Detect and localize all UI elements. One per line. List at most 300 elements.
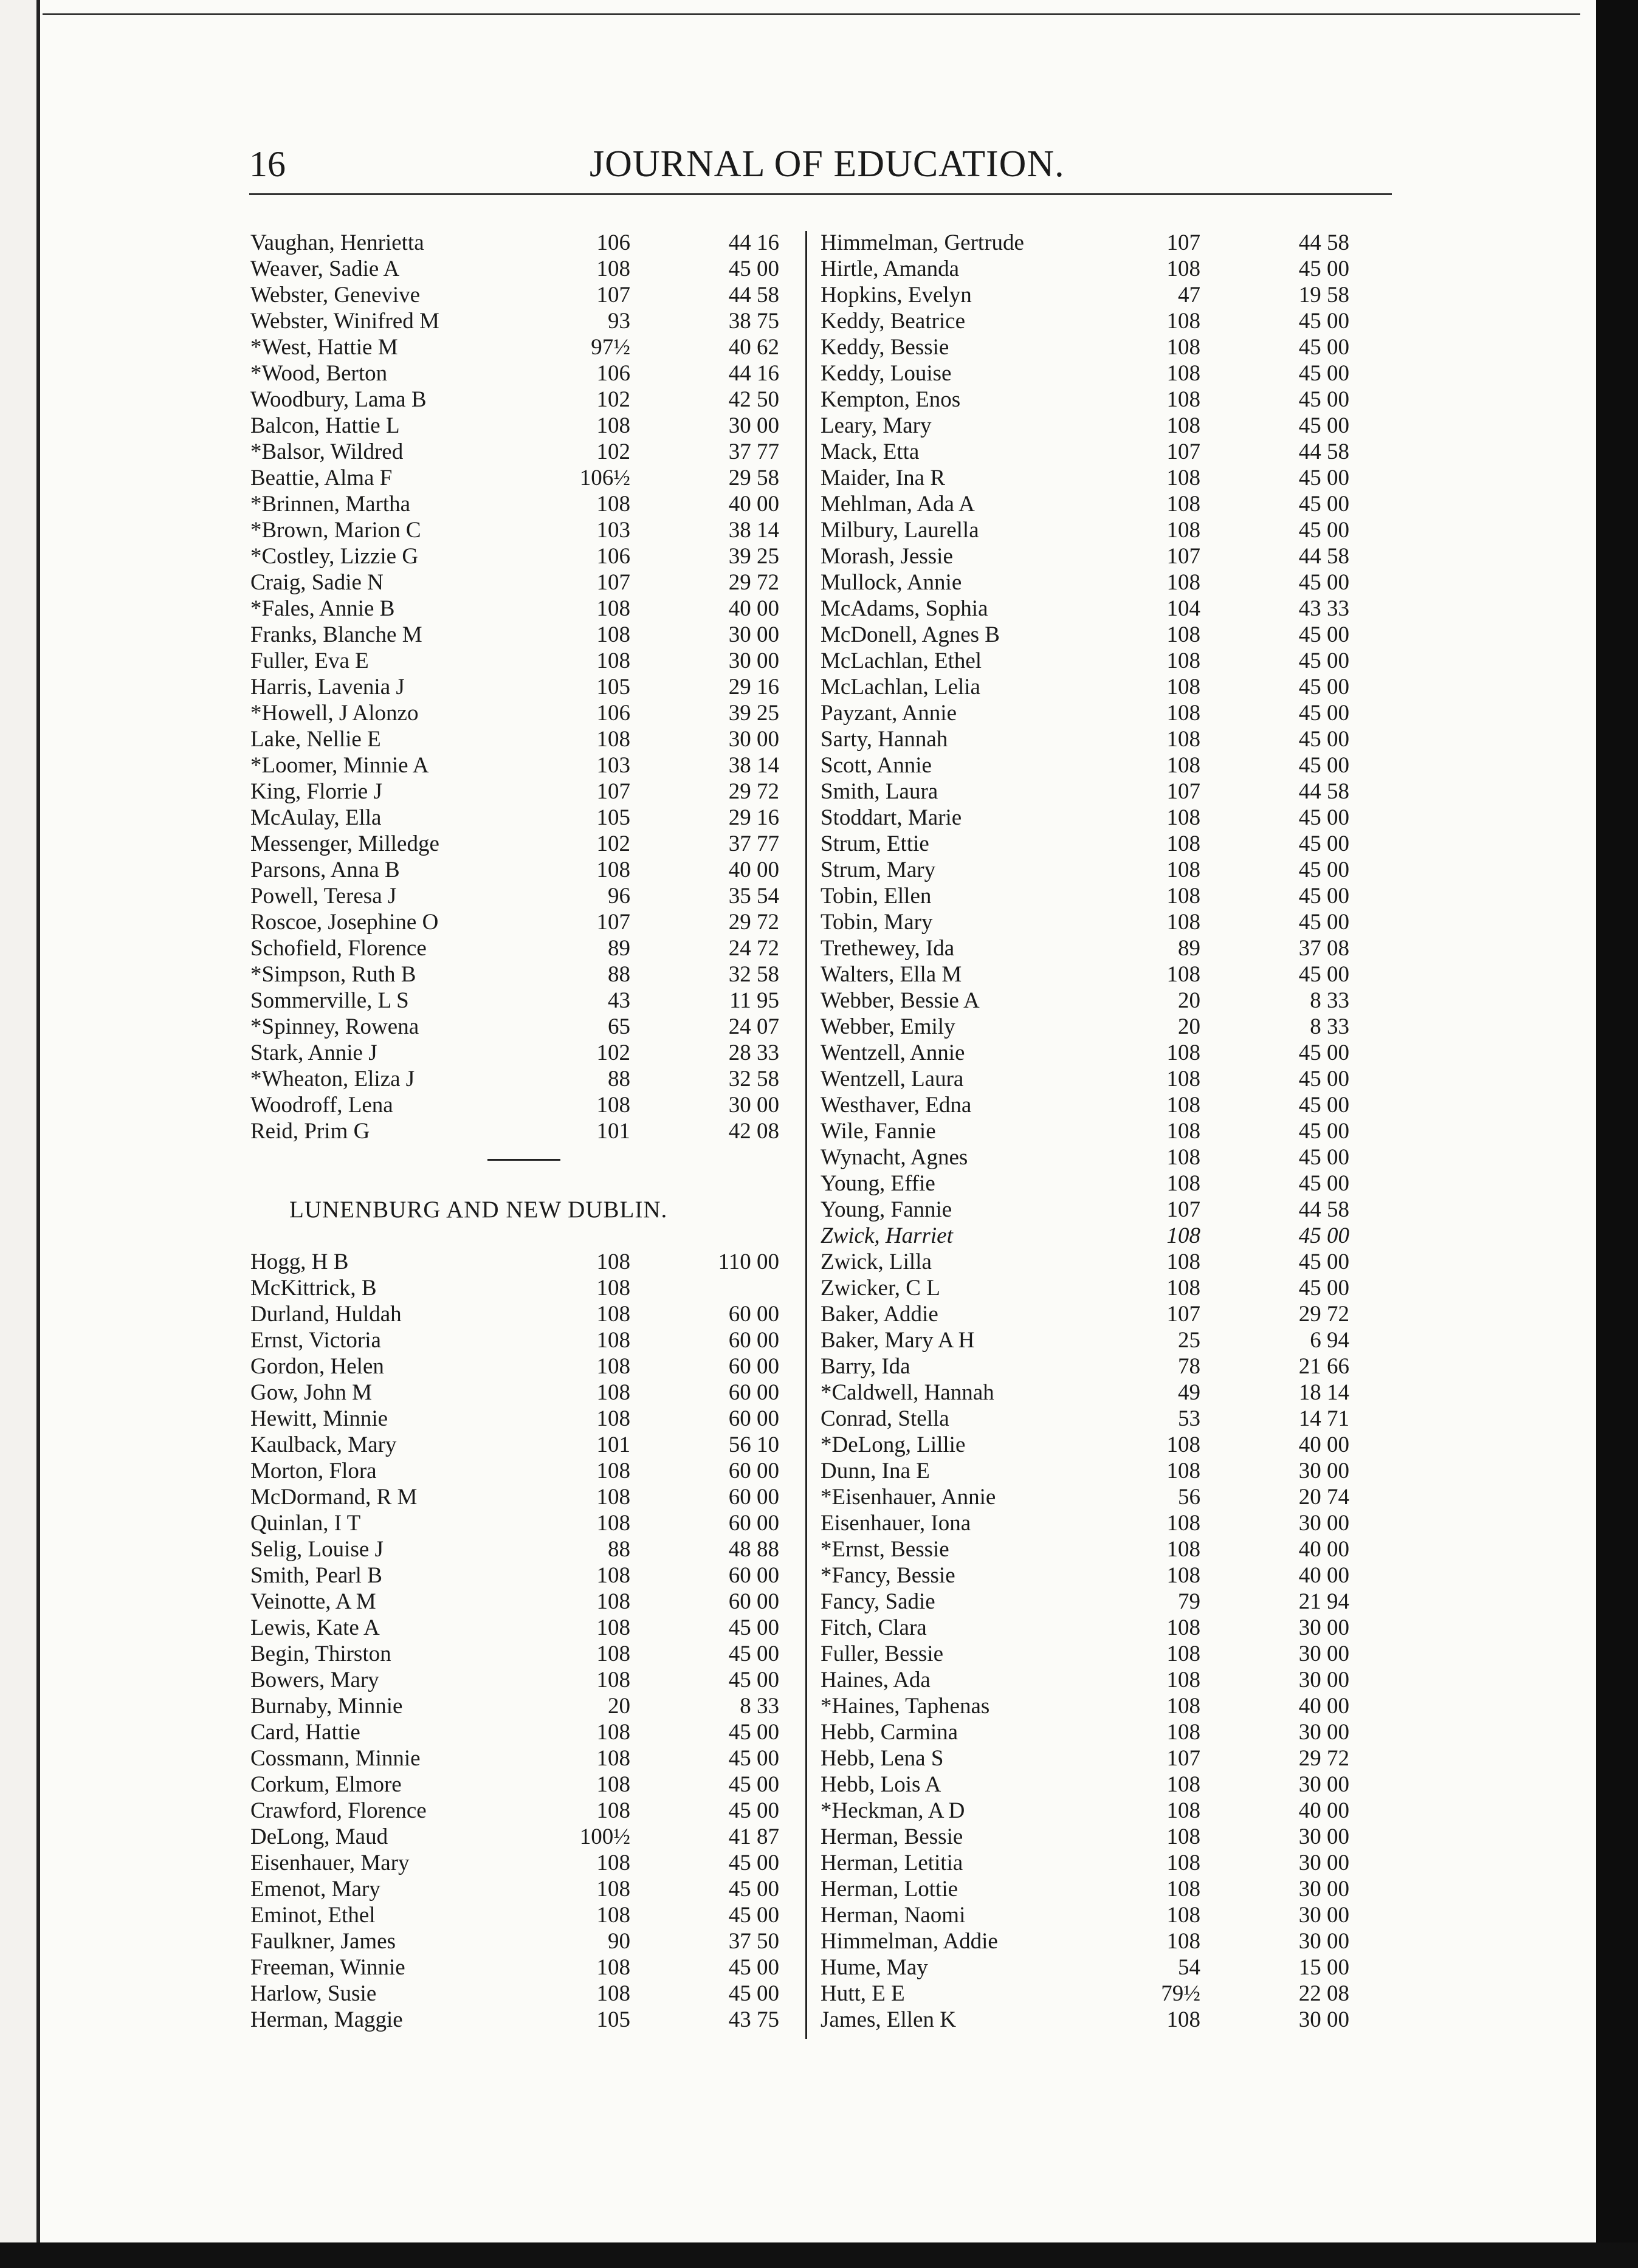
entry-name: Roscoe, Josephine O <box>250 910 439 935</box>
entry-name: Strum, Mary <box>821 857 936 882</box>
entry-name: Fitch, Clara <box>821 1615 927 1640</box>
entry-days: 108 <box>596 1485 630 1510</box>
table-row <box>250 1040 785 1066</box>
page-bottom-edge <box>0 2242 1638 2268</box>
entry-days: 108 <box>1166 413 1200 438</box>
entry-days: 108 <box>1166 570 1200 595</box>
entry-days: 108 <box>596 1093 630 1118</box>
table-row <box>250 230 785 256</box>
entry-days: 101 <box>596 1432 630 1457</box>
entry-amount: 19 58 <box>1298 283 1349 308</box>
entry-amount: 45 00 <box>1298 1119 1349 1144</box>
entry-name: Young, Effie <box>821 1171 935 1196</box>
entry-days: 108 <box>1166 1641 1200 1666</box>
entry-amount: 30 00 <box>1298 1641 1349 1666</box>
table-row <box>821 1484 1355 1510</box>
entry-amount: 30 00 <box>1298 1877 1349 1902</box>
entry-name: Fancy, Sadie <box>821 1589 935 1614</box>
entry-name: *Brinnen, Martha <box>250 492 411 517</box>
entry-name: Young, Fannie <box>821 1197 952 1222</box>
entry-amount: 40 00 <box>728 857 779 882</box>
table-row <box>250 648 785 674</box>
entry-amount: 45 00 <box>1298 466 1349 490</box>
table-row <box>821 1667 1355 1693</box>
entry-days: 89 <box>1178 936 1200 961</box>
table-row <box>821 1301 1355 1327</box>
entry-amount: 45 00 <box>1298 1171 1349 1196</box>
entry-days: 108 <box>1166 256 1200 281</box>
entry-name: Stoddart, Marie <box>821 805 962 830</box>
table-row <box>250 1406 785 1432</box>
entry-days: 108 <box>1166 1223 1200 1248</box>
entry-amount: 38 14 <box>728 753 779 778</box>
entry-days: 108 <box>596 1877 630 1902</box>
table-row <box>821 961 1355 988</box>
entry-days: 49 <box>1178 1380 1200 1405</box>
entry-days: 108 <box>1166 1877 1200 1902</box>
entry-amount: 30 00 <box>1298 1824 1349 1849</box>
entry-name: Himmelman, Addie <box>821 1929 998 1954</box>
entry-amount: 60 00 <box>728 1406 779 1431</box>
table-row <box>250 569 785 596</box>
entry-days: 107 <box>596 283 630 308</box>
table-row <box>821 1850 1355 1876</box>
entry-days: 108 <box>596 1981 630 2006</box>
table-row <box>250 778 785 805</box>
entry-amount: 44 58 <box>1298 230 1349 255</box>
entry-amount: 45 00 <box>1298 387 1349 412</box>
entry-name: Haines, Ada <box>821 1668 931 1692</box>
entry-amount: 20 74 <box>1298 1485 1349 1510</box>
entry-name: Barry, Ida <box>821 1354 910 1379</box>
entry-amount: 32 58 <box>728 962 779 987</box>
entry-amount: 30 00 <box>728 648 779 673</box>
entry-days: 108 <box>596 1511 630 1536</box>
entry-days: 108 <box>1166 831 1200 856</box>
top-border-rule <box>43 13 1580 15</box>
entry-amount: 45 00 <box>728 1615 779 1640</box>
entry-amount: 28 33 <box>728 1040 779 1065</box>
entry-name: *Heckman, A D <box>821 1798 965 1823</box>
entry-name: *West, Hattie M <box>250 335 398 360</box>
entry-days: 108 <box>1166 805 1200 830</box>
entry-days: 108 <box>1166 727 1200 752</box>
entry-amount: 30 00 <box>1298 1850 1349 1875</box>
entry-name: Smith, Laura <box>821 779 938 804</box>
entry-name: Kempton, Enos <box>821 387 961 412</box>
entry-amount: 40 00 <box>728 596 779 621</box>
entry-amount: 45 00 <box>1298 1276 1349 1301</box>
entry-days: 108 <box>1166 1171 1200 1196</box>
table-row <box>821 413 1355 439</box>
entry-name: Zwicker, C L <box>821 1276 940 1301</box>
entry-days: 108 <box>596 1668 630 1692</box>
table-row <box>250 1615 785 1641</box>
table-row <box>250 465 785 491</box>
entry-name: Woodroff, Lena <box>250 1093 393 1118</box>
entry-amount: 35 54 <box>728 884 779 909</box>
entry-days: 108 <box>1166 962 1200 987</box>
entry-amount: 45 00 <box>728 1955 779 1980</box>
entry-name: Keddy, Louise <box>821 361 952 386</box>
entry-amount: 8 33 <box>1310 988 1349 1013</box>
entry-days: 108 <box>596 1563 630 1588</box>
table-row <box>250 1902 785 1928</box>
entry-days: 108 <box>596 1903 630 1928</box>
table-row <box>821 308 1355 334</box>
table-row <box>821 1144 1355 1170</box>
entry-amount: 32 58 <box>728 1067 779 1091</box>
entry-days: 108 <box>1166 1668 1200 1692</box>
entry-name: Baker, Mary A H <box>821 1328 975 1353</box>
entry-days: 108 <box>1166 1772 1200 1797</box>
entry-days: 108 <box>596 1406 630 1431</box>
entry-days: 108 <box>1166 492 1200 517</box>
entry-amount: 45 00 <box>1298 1067 1349 1091</box>
entry-days: 107 <box>1166 1746 1200 1771</box>
entry-amount: 45 00 <box>1298 492 1349 517</box>
entry-name: Gow, John M <box>250 1380 373 1405</box>
entry-amount: 30 00 <box>1298 1615 1349 1640</box>
table-row <box>821 648 1355 674</box>
entry-amount: 60 00 <box>728 1380 779 1405</box>
entry-name: Harlow, Susie <box>250 1981 377 2006</box>
entry-name: Leary, Mary <box>821 413 932 438</box>
entry-amount: 45 00 <box>1298 831 1349 856</box>
column-divider <box>805 231 807 2039</box>
entry-days: 107 <box>596 570 630 595</box>
entry-name: *Fancy, Bessie <box>821 1563 955 1588</box>
entry-name: Veinotte, A M <box>250 1589 376 1614</box>
entry-name: *Simpson, Ruth B <box>250 962 416 987</box>
table-row <box>821 1510 1355 1536</box>
entry-amount: 45 00 <box>1298 1223 1349 1248</box>
entry-days: 108 <box>596 1615 630 1640</box>
table-row <box>821 465 1355 491</box>
entry-days: 102 <box>596 831 630 856</box>
table-row <box>250 439 785 465</box>
entry-amount: 45 00 <box>728 1720 779 1745</box>
entry-days: 108 <box>596 492 630 517</box>
entry-days: 108 <box>1166 1929 1200 1954</box>
entry-amount: 30 00 <box>728 1093 779 1118</box>
entry-name: *Fales, Annie B <box>250 596 395 621</box>
entry-amount: 30 00 <box>1298 1903 1349 1928</box>
page-edge-shadow <box>1589 0 1638 2268</box>
table-row <box>821 752 1355 778</box>
left-column <box>250 230 785 2033</box>
table-row <box>821 569 1355 596</box>
entry-days: 108 <box>1166 1067 1200 1091</box>
table-row <box>250 1092 785 1118</box>
entry-amount: 40 00 <box>728 492 779 517</box>
table-row <box>250 1745 785 1771</box>
entry-name: Morton, Flora <box>250 1459 377 1483</box>
entry-name: Craig, Sadie N <box>250 570 384 595</box>
entry-days: 108 <box>1166 1850 1200 1875</box>
table-row <box>821 2007 1355 2033</box>
entry-days: 108 <box>596 1276 630 1301</box>
table-row <box>821 1118 1355 1144</box>
entry-days: 108 <box>596 1772 630 1797</box>
entry-days: 108 <box>1166 1537 1200 1562</box>
entry-name: Himmelman, Gertrude <box>821 230 1024 255</box>
entry-amount: 45 00 <box>728 1668 779 1692</box>
entry-days: 25 <box>1178 1328 1200 1353</box>
entry-amount: 37 50 <box>728 1929 779 1954</box>
entry-name: Eisenhauer, Iona <box>821 1511 971 1536</box>
entry-amount: 21 66 <box>1298 1354 1349 1379</box>
entry-amount: 22 08 <box>1298 1981 1349 2006</box>
table-row <box>821 1014 1355 1040</box>
entry-amount: 37 08 <box>1298 936 1349 961</box>
entry-amount: 45 00 <box>1298 675 1349 699</box>
entry-name: Herman, Maggie <box>250 2007 403 2032</box>
entry-amount: 60 00 <box>728 1589 779 1614</box>
entry-days: 54 <box>1178 1955 1200 1980</box>
entry-days: 108 <box>596 622 630 647</box>
entry-days: 90 <box>608 1929 630 1954</box>
table-row <box>821 726 1355 752</box>
table-row <box>250 1824 785 1850</box>
entry-amount: 44 58 <box>1298 1197 1349 1222</box>
entry-name: Messenger, Milledge <box>250 831 439 856</box>
entry-days: 108 <box>596 1354 630 1379</box>
entry-days: 107 <box>1166 1302 1200 1327</box>
entry-amount: 24 07 <box>728 1014 779 1039</box>
entry-name: *Spinney, Rowena <box>250 1014 419 1039</box>
entry-days: 107 <box>1166 439 1200 464</box>
table-row <box>821 1092 1355 1118</box>
table-row <box>821 622 1355 648</box>
section-separator <box>250 1144 785 1197</box>
table-row <box>821 230 1355 256</box>
entry-name: Eminot, Ethel <box>250 1903 376 1928</box>
entry-name: Powell, Teresa J <box>250 884 397 909</box>
entry-days: 108 <box>1166 335 1200 360</box>
entry-amount: 44 58 <box>1298 779 1349 804</box>
entry-name: *Caldwell, Hannah <box>821 1380 994 1405</box>
entry-days: 105 <box>596 805 630 830</box>
entry-name: Lewis, Kate A <box>250 1615 380 1640</box>
table-row <box>821 1745 1355 1771</box>
entry-amount: 14 71 <box>1298 1406 1349 1431</box>
entry-amount: 8 33 <box>1310 1014 1349 1039</box>
table-row <box>250 1014 785 1040</box>
entry-amount: 45 00 <box>1298 1145 1349 1170</box>
entry-days: 106 <box>596 701 630 726</box>
entry-amount: 30 00 <box>1298 1720 1349 1745</box>
entry-amount: 45 00 <box>1298 518 1349 543</box>
entry-name: Milbury, Laurella <box>821 518 979 543</box>
table-row <box>250 1249 785 1275</box>
table-row <box>821 256 1355 282</box>
entry-days: 103 <box>596 753 630 778</box>
entry-name: *Brown, Marion C <box>250 518 421 543</box>
entry-days: 106 <box>596 230 630 255</box>
entry-amount: 40 00 <box>1298 1537 1349 1562</box>
entry-name: Trethewey, Ida <box>821 936 955 961</box>
table-row <box>250 1981 785 2007</box>
entry-name: *Loomer, Minnie A <box>250 753 429 778</box>
entry-days: 108 <box>1166 466 1200 490</box>
entry-name: Hebb, Carmina <box>821 1720 958 1745</box>
table-row <box>250 1484 785 1510</box>
table-row <box>250 1353 785 1380</box>
table-row <box>821 1223 1355 1249</box>
entry-days: 108 <box>1166 1276 1200 1301</box>
entry-amount: 45 00 <box>728 1877 779 1902</box>
entry-days: 47 <box>1178 283 1200 308</box>
table-row <box>821 857 1355 883</box>
entry-days: 108 <box>1166 1903 1200 1928</box>
table-row <box>821 1197 1355 1223</box>
entry-days: 107 <box>1166 1197 1200 1222</box>
entry-days: 108 <box>596 648 630 673</box>
entry-name: Hutt, E E <box>821 1981 905 2006</box>
entry-amount: 60 00 <box>728 1328 779 1353</box>
table-row <box>821 883 1355 909</box>
entry-name: Lake, Nellie E <box>250 727 381 752</box>
entry-amount: 30 00 <box>1298 1511 1349 1536</box>
entry-amount: 45 00 <box>1298 1040 1349 1065</box>
table-row <box>250 1667 785 1693</box>
table-row <box>250 1928 785 1954</box>
table-row <box>250 1327 785 1353</box>
entry-amount: 40 00 <box>1298 1694 1349 1719</box>
table-row <box>250 857 785 883</box>
entry-name: Herman, Lottie <box>821 1877 958 1902</box>
entry-amount: 45 00 <box>728 1641 779 1666</box>
entry-days: 108 <box>1166 701 1200 726</box>
entry-name: Durland, Huldah <box>250 1302 402 1327</box>
table-row <box>821 282 1355 308</box>
entry-name: Hebb, Lena S <box>821 1746 944 1771</box>
entry-amount: 45 00 <box>728 1746 779 1771</box>
entry-name: Crawford, Florence <box>250 1798 427 1823</box>
entry-name: Ernst, Victoria <box>250 1328 381 1353</box>
entry-amount: 60 00 <box>728 1563 779 1588</box>
table-row <box>250 1771 785 1798</box>
entry-days: 105 <box>596 675 630 699</box>
entry-days: 108 <box>596 1641 630 1666</box>
entry-name: Webster, Genevive <box>250 283 421 308</box>
entry-days: 108 <box>1166 622 1200 647</box>
entry-name: Corkum, Elmore <box>250 1772 402 1797</box>
entry-amount: 45 00 <box>728 1850 779 1875</box>
entry-name: Hewitt, Minnie <box>250 1406 388 1431</box>
table-row <box>250 517 785 543</box>
entry-days: 96 <box>608 884 630 909</box>
table-row <box>250 1118 785 1144</box>
entry-name: DeLong, Maud <box>250 1824 388 1849</box>
entry-days: 108 <box>596 413 630 438</box>
entry-amount: 30 00 <box>1298 1459 1349 1483</box>
entry-name: *Eisenhauer, Annie <box>821 1485 996 1510</box>
entry-amount: 45 00 <box>1298 256 1349 281</box>
table-row <box>250 1380 785 1406</box>
table-row <box>821 1406 1355 1432</box>
entry-days: 106 <box>596 361 630 386</box>
table-row <box>250 961 785 988</box>
entry-days: 108 <box>1166 1432 1200 1457</box>
table-row <box>250 1301 785 1327</box>
entry-days: 20 <box>1178 988 1200 1013</box>
entry-amount: 6 94 <box>1310 1328 1349 1353</box>
table-row <box>250 1275 785 1301</box>
entry-name: Westhaver, Edna <box>821 1093 972 1118</box>
entry-days: 43 <box>608 988 630 1013</box>
entry-days: 97½ <box>591 335 630 360</box>
table-row <box>821 439 1355 465</box>
entry-days: 102 <box>596 387 630 412</box>
entry-name: Keddy, Bessie <box>821 335 949 360</box>
entry-days: 108 <box>1166 518 1200 543</box>
entry-amount: 45 00 <box>1298 361 1349 386</box>
entry-name: Zwick, Harriet <box>821 1223 953 1248</box>
entry-days: 100½ <box>579 1824 630 1849</box>
entry-amount: 45 00 <box>728 256 779 281</box>
entry-amount: 8 33 <box>740 1694 779 1719</box>
table-row <box>821 1824 1355 1850</box>
table-row <box>821 360 1355 387</box>
entry-name: Webster, Winifred M <box>250 309 439 334</box>
entry-days: 88 <box>608 1067 630 1091</box>
entry-name: Zwick, Lilla <box>821 1249 932 1274</box>
entry-name: Wile, Fannie <box>821 1119 936 1144</box>
entry-amount: 45 00 <box>728 1903 779 1928</box>
table-row <box>250 831 785 857</box>
entry-amount: 29 72 <box>728 779 779 804</box>
entry-name: Hebb, Lois A <box>821 1772 941 1797</box>
entry-days: 108 <box>1166 1694 1200 1719</box>
entry-amount: 45 00 <box>1298 910 1349 935</box>
table-row <box>821 909 1355 935</box>
entry-name: Dunn, Ina E <box>821 1459 930 1483</box>
entry-days: 106½ <box>579 466 630 490</box>
entry-amount: 45 00 <box>1298 622 1349 647</box>
entry-amount: 110 00 <box>718 1249 779 1274</box>
table-row <box>821 543 1355 569</box>
table-row <box>821 517 1355 543</box>
entry-name: Smith, Pearl B <box>250 1563 382 1588</box>
entry-name: Tobin, Mary <box>821 910 933 935</box>
entry-name: McAdams, Sophia <box>821 596 988 621</box>
entry-name: Franks, Blanche M <box>250 622 422 647</box>
entry-name: *Ernst, Bessie <box>821 1537 949 1562</box>
table-row <box>821 1353 1355 1380</box>
entry-name: Wentzell, Annie <box>821 1040 965 1065</box>
table-row <box>250 1641 785 1667</box>
entry-amount: 45 00 <box>728 1798 779 1823</box>
entry-amount: 30 00 <box>728 413 779 438</box>
entry-days: 108 <box>1166 361 1200 386</box>
entry-days: 107 <box>596 910 630 935</box>
entry-name: Herman, Naomi <box>821 1903 966 1928</box>
entry-days: 108 <box>1166 1040 1200 1065</box>
entry-amount: 45 00 <box>1298 753 1349 778</box>
entry-days: 108 <box>596 1720 630 1745</box>
table-row <box>821 1249 1355 1275</box>
entry-name: Webber, Emily <box>821 1014 955 1039</box>
entry-name: Payzant, Annie <box>821 701 957 726</box>
table-row <box>250 674 785 700</box>
table-row <box>250 308 785 334</box>
entry-amount: 45 00 <box>728 1981 779 2006</box>
entry-name: Mehlman, Ada A <box>821 492 975 517</box>
entry-days: 108 <box>1166 1145 1200 1170</box>
table-row <box>250 1562 785 1589</box>
